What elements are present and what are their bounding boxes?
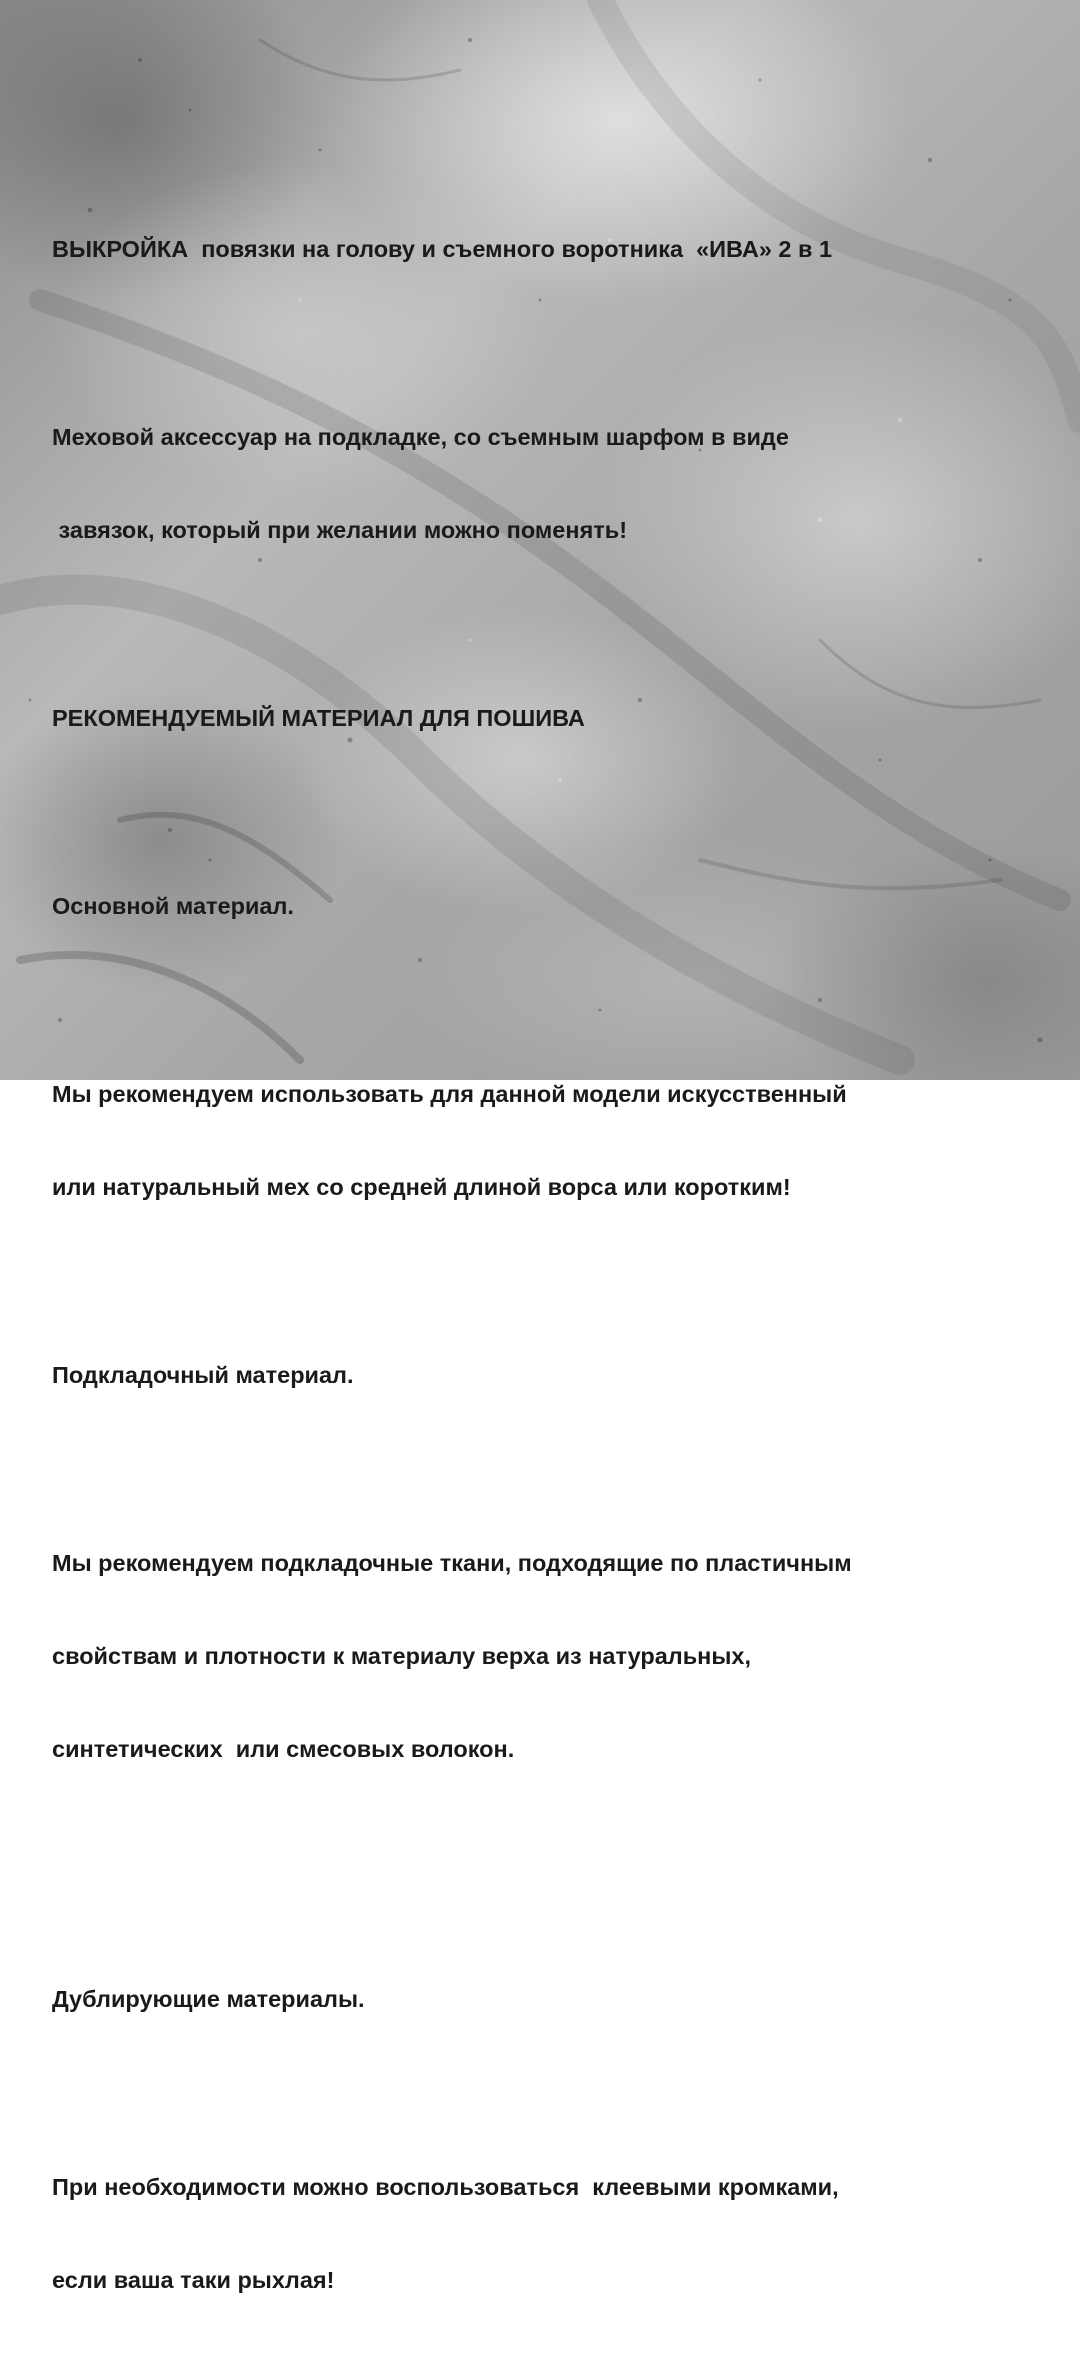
spacer	[52, 984, 1052, 1017]
section-heading: РЕКОМЕНДУЕМЫЙ МАТЕРИАЛ ДЛЯ ПОШИВА	[52, 705, 585, 731]
main-material-text-1: Мы рекомендуем использовать для данной модели искусственный	[52, 1081, 847, 1107]
spacer	[52, 327, 1052, 360]
lining-material-text-1: Мы рекомендуем подкладочные ткани, подходящие по пластичным	[52, 1550, 852, 1576]
spacer	[52, 796, 1052, 829]
interfacing-material-heading: Дублирующие материалы.	[52, 1986, 365, 2012]
lining-material-text-3: синтетических или смесовых волокон.	[52, 1736, 515, 1762]
spacer	[52, 608, 1052, 641]
spacer	[52, 1453, 1052, 1486]
main-material-text-2: или натуральный мех со средней длиной ворса или коротким!	[52, 1174, 791, 1200]
spacer	[52, 2077, 1052, 2110]
lining-material-text-2: свойствам и плотности к материалу верха из натуральных,	[52, 1643, 752, 1669]
lining-material-heading: Подкладочный материал.	[52, 1362, 354, 1388]
document-title: ВЫКРОЙКА повязки на голову и съемного воротника «ИВА» 2 в 1	[52, 236, 833, 262]
interfacing-material-text-2: если ваша таки рыхлая!	[52, 2267, 335, 2293]
main-material-heading: Основной материал.	[52, 893, 294, 919]
spacer	[52, 1827, 1052, 1922]
pattern-description	[52, 172, 1052, 2358]
spacer	[52, 1265, 1052, 1298]
intro-line-1: Меховой аксессуар на подкладке, со съемным шарфом в виде	[52, 424, 789, 450]
intro-line-2: завязок, который при желании можно поменять!	[52, 517, 628, 543]
interfacing-material-text-1: При необходимости можно воспользоваться клеевыми кромками,	[52, 2174, 839, 2200]
